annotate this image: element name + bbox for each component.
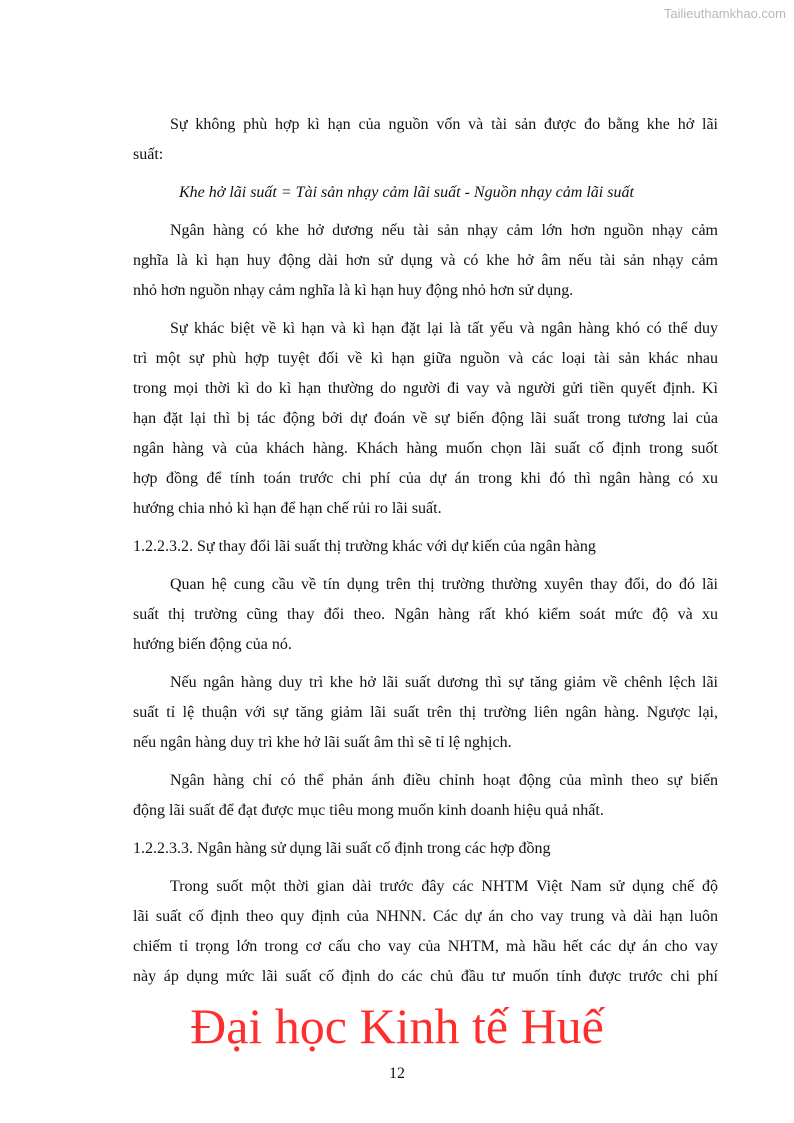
text-line: chiếm tỉ trọng lớn trong cơ cấu cho vay của NHTM, mà hầu hết các dự án cho vay (133, 938, 718, 955)
paragraph (133, 872, 718, 992)
paragraph (133, 110, 718, 170)
paragraph (133, 570, 718, 660)
site-watermark-label: Tailieuthamkhao.com (663, 6, 786, 21)
text-line: ngân hàng và của khách hàng. Khách hàng muốn chọn lãi suất cố định trong suốt (133, 440, 718, 457)
paragraph (133, 668, 718, 758)
section-heading (133, 532, 718, 562)
text-line: nghĩa là kì hạn huy động dài hơn sử dụng và có khe hở âm nếu tài sản nhạy cảm (133, 252, 718, 269)
text-line: hướng chia nhỏ kì hạn để hạn chế rủi ro lãi suất. (133, 500, 442, 517)
text-line: hướng biến động của nó. (133, 636, 292, 653)
paragraph (133, 766, 718, 826)
text-line: Ngân hàng có khe hở dương nếu tài sản nhạy cảm lớn hơn nguồn nhạy cảm (170, 222, 718, 239)
text-line: trong mọi thời kì do kì hạn thường do người đi vay và người gửi tiền quyết định. Kì (133, 380, 718, 397)
text-line: Nếu ngân hàng duy trì khe hở lãi suất dương thì sự tăng giảm về chênh lệch lãi (170, 674, 718, 691)
text-line: Quan hệ cung cầu về tín dụng trên thị trường thường xuyên thay đổi, do đó lãi (170, 576, 718, 593)
paragraph (133, 216, 718, 306)
text-line: 1.2.2.3.2. Sự thay đổi lãi suất thị trường khác với dự kiến của ngân hàng (133, 538, 596, 555)
text-line: Ngân hàng chỉ có thể phản ánh điều chỉnh hoạt động của mình theo sự biến (170, 772, 718, 789)
text-line: suất thị trường cũng thay đổi theo. Ngân hàng rất khó kiểm soát mức độ và xu (133, 606, 718, 623)
text-line: này áp dụng mức lãi suất cố định do các chủ đầu tư muốn tính được trước chi phí (133, 968, 718, 985)
text-line: Khe hở lãi suất = Tài sản nhạy cảm lãi suất - Nguồn nhạy cảm lãi suất (179, 184, 634, 201)
text-line: Sự khác biệt về kì hạn và kì hạn đặt lại là tất yếu và ngân hàng khó có thể duy (170, 320, 718, 337)
section-heading (133, 834, 718, 864)
formula (133, 178, 718, 208)
watermark-text: Đại học Kinh tế Huế (190, 998, 604, 1054)
text-line: Sự không phù hợp kì hạn của nguồn vốn và tài sản được đo bằng khe hở lãi (170, 116, 718, 133)
text-line: suất: (133, 146, 164, 163)
text-line: nhỏ hơn nguồn nhạy cảm nghĩa là kì hạn huy động nhỏ hơn sử dụng. (133, 282, 574, 299)
text-line: hạn đặt lại thì bị tác động bởi dự đoán về sự biến động lãi suất trong tương lai của (133, 410, 718, 427)
text-line: hợp đồng để tính toán trước chi phí của dự án trong khi đó thì ngân hàng có xu (133, 470, 718, 487)
text-line: Trong suốt một thời gian dài trước đây các NHTM Việt Nam sử dụng chế độ (170, 878, 718, 895)
text-line: lãi suất cố định theo quy định của NHNN. Các dự án cho vay trung và dài hạn luôn (133, 908, 718, 925)
page-number: 12 (389, 1065, 405, 1082)
document-body (133, 110, 718, 992)
text-line: suất tỉ lệ thuận với sự tăng giảm lãi suất trên thị trường liên ngân hàng. Ngược lại, (133, 704, 718, 721)
text-line: động lãi suất để đạt được mục tiêu mong muốn kinh doanh hiệu quả nhất. (133, 802, 604, 819)
text-line: trì một sự phù hợp tuyệt đối về kì hạn giữa nguồn và các loại tài sản khác nhau (133, 350, 718, 367)
paragraph (133, 314, 718, 524)
text-line: nếu ngân hàng duy trì khe hở lãi suất âm thì sẽ tỉ lệ nghịch. (133, 734, 512, 751)
text-line: 1.2.2.3.3. Ngân hàng sử dụng lãi suất cố định trong các hợp đồng (133, 840, 551, 857)
